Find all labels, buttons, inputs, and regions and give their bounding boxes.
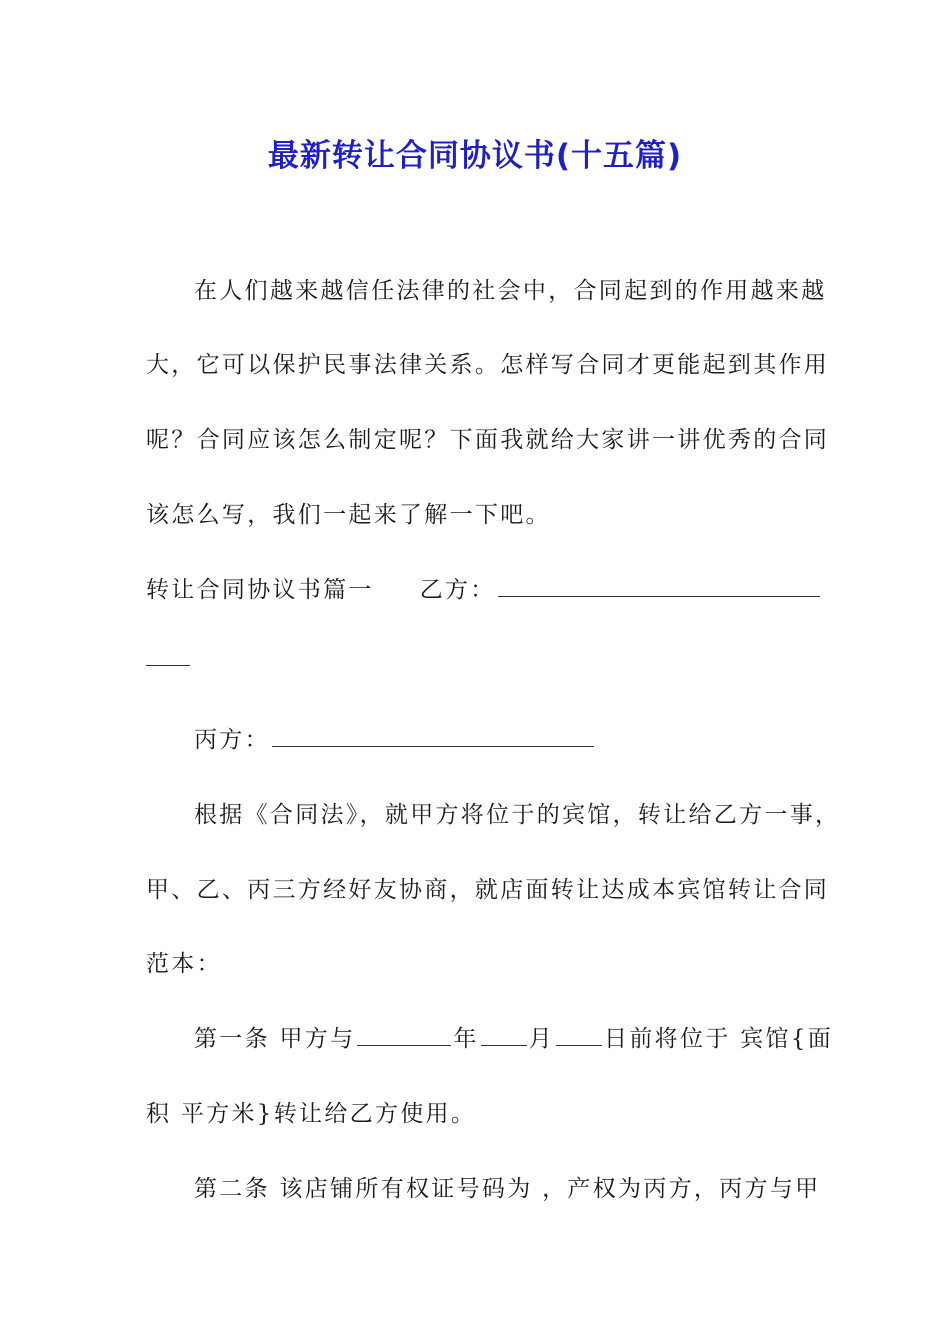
party-c-row [194,721,596,754]
article1-month: 月 [528,1026,555,1052]
intro-line-3: 呢？合同应该怎么制定呢？下面我就给大家讲一讲优秀的合同 [146,427,830,453]
party-b-blank [498,595,820,597]
basis-line-3: 范本： [146,951,222,977]
party-b-blank-continued-row [146,646,192,672]
basis-line-1: 根据《合同法》，就甲方将位于的宾馆，转让给乙方一事， [194,802,841,828]
article1-part2: 日前将位于 宾馆{面 [604,1026,833,1052]
party-b-label: 乙方： [419,577,496,603]
party-c-label: 丙方： [194,727,270,753]
date-blank-3 [556,1044,602,1046]
date-blank-2 [481,1044,527,1046]
party-b-blank-continued [146,664,190,666]
intro-line-4: 该怎么写，我们一起来了解一下吧。 [146,502,551,528]
intro-line-2: 大，它可以保护民事法律关系。怎样写合同才更能起到其作用 [146,352,830,378]
section1-heading: 转让合同协议书篇一 [146,577,374,603]
party-c-blank [272,745,594,747]
document-title: 最新转让合同协议书(十五篇) [267,138,683,174]
article1-year: 年 [453,1026,479,1052]
section1-heading-row [146,571,822,604]
article2-line-1: 第二条 该店铺所有权证号码为 ，产权为丙方，丙方与甲 [194,1176,821,1202]
basis-line-2: 甲、乙、丙三方经好友协商，就店面转让达成本宾馆转让合同 [146,877,830,903]
article1-part1: 第一条 甲方与 [194,1026,356,1052]
article1-line-2: 积 平方米}转让给乙方使用。 [146,1101,477,1127]
intro-line-1: 在人们越来越信任法律的社会中，合同起到的作用越来越 [194,278,827,304]
article1-line-1 [194,1020,833,1053]
date-blank-1 [357,1044,451,1046]
